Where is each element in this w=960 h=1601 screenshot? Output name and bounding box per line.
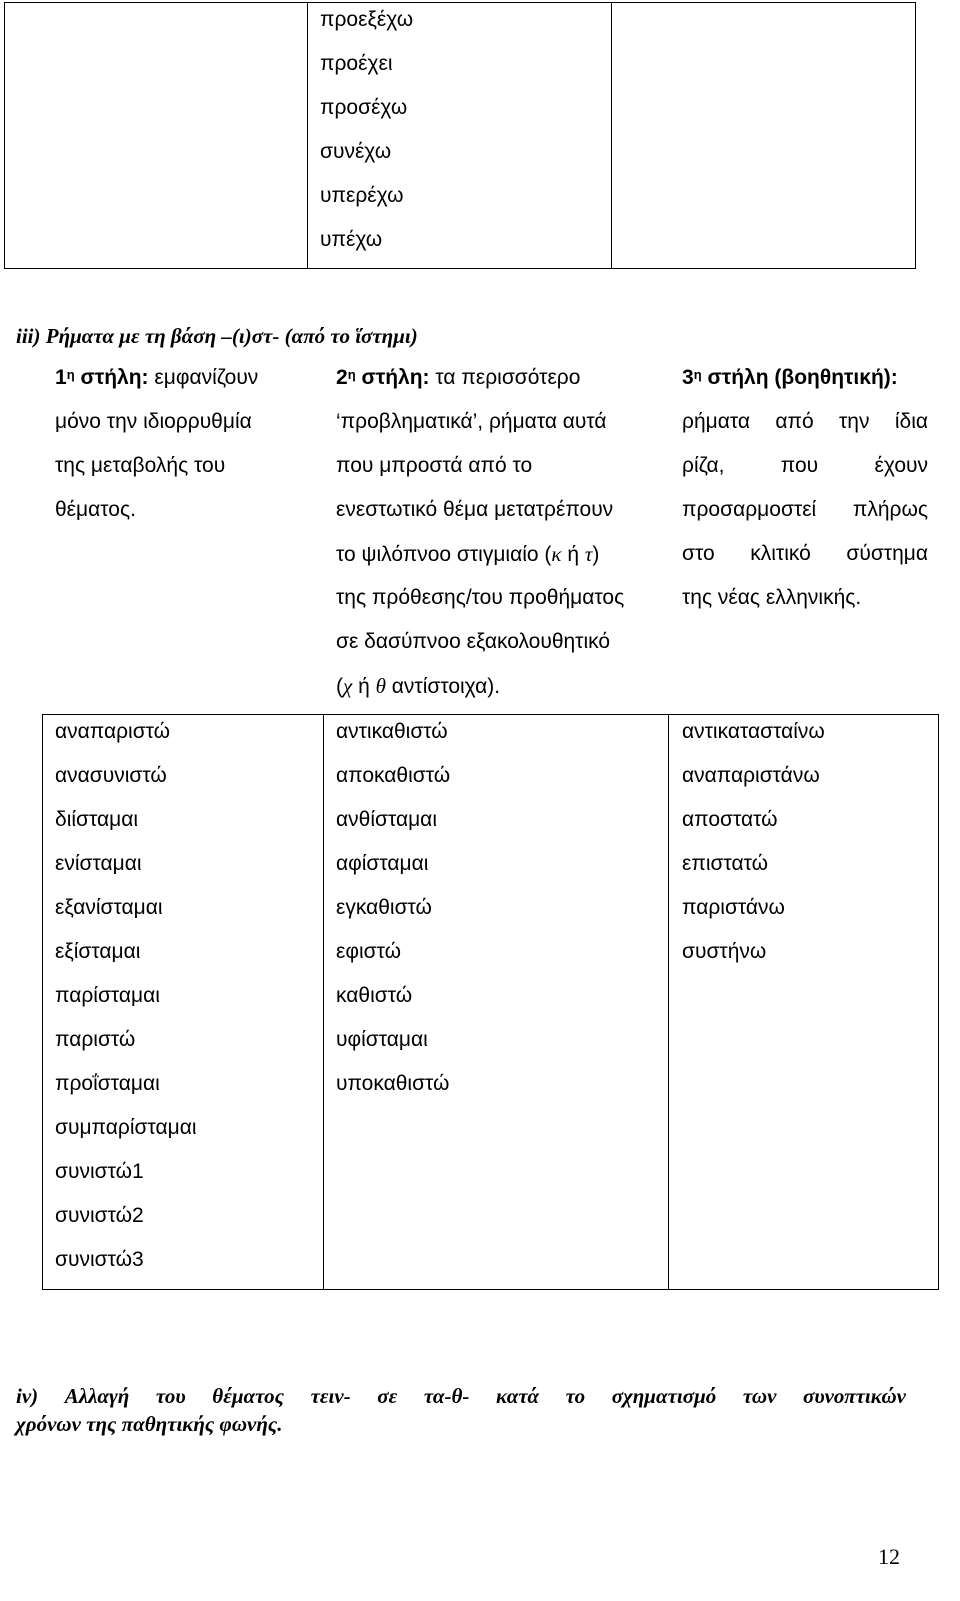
top-word: προσέχω (320, 96, 408, 119)
table-border-right (938, 714, 939, 1290)
col2-header-line: που μπροστά από το (336, 454, 533, 477)
top-table-divider-2 (611, 2, 612, 269)
section-iv-line-1: iv) Αλλαγή του θέματος τειν- σε τα-θ- κατά το σχηματισμό των συνοπτικών (16, 1384, 906, 1408)
col3-header-line: ρίζα, που έχουν (682, 454, 928, 477)
col1-word: συνιστώ1 (55, 1160, 144, 1183)
col3-word: αποστατώ (682, 808, 778, 831)
col1-word: αναπαριστώ (55, 720, 171, 743)
col1-header-line: της μεταβολής του (55, 454, 226, 477)
col1-word: εξανίσταμαι (55, 896, 163, 919)
col1-word: παρίσταμαι (55, 984, 160, 1007)
col2-word: υποκαθιστώ (336, 1072, 450, 1095)
page-number: 12 (878, 1544, 900, 1569)
col2-header-line: (χ ή θ αντίστοιχα). (336, 674, 501, 698)
col1-word: ενίσταμαι (55, 852, 142, 875)
col1-word: συμπαρίσταμαι (55, 1116, 197, 1139)
col3-word: παριστάνω (682, 896, 785, 919)
col2-header-line: $2^\eta$ στήλη: τα περισσότερο (336, 366, 581, 389)
top-word: προέχει (320, 52, 393, 75)
col2-header-line: της πρόθεσης/του προθήματος (336, 586, 625, 609)
col3-word: αναπαριστάνω (682, 764, 820, 787)
col3-header-line: προσαρμοστεί πλήρως (682, 498, 928, 521)
col2-word: ανθίσταμαι (336, 808, 437, 831)
col1-word: διίσταμαι (55, 808, 139, 831)
col2-word: καθιστώ (336, 984, 413, 1007)
table-col-divider-2 (668, 714, 669, 1290)
col1-word: συνιστώ2 (55, 1204, 144, 1227)
top-word: υπέχω (320, 228, 383, 251)
col2-word: αποκαθιστώ (336, 764, 451, 787)
col1-word: ανασυνιστώ (55, 764, 167, 787)
top-table-border-bottom (4, 268, 916, 269)
col1-header-line: $1^\eta$ στήλη: εμφανίζουν (55, 366, 259, 389)
top-table-border-top (4, 2, 916, 3)
col3-word: επιστατώ (682, 852, 769, 875)
table-border-bottom (42, 1289, 939, 1290)
col3-word: συστήνω (682, 940, 767, 963)
top-word: υπερέχω (320, 184, 404, 207)
col2-word: υφίσταμαι (336, 1028, 428, 1051)
col3-header-line: ρήματα από την ίδια (682, 410, 928, 433)
top-word: προεξέχω (320, 8, 414, 31)
col1-word: συνιστώ3 (55, 1248, 144, 1271)
col2-header-line: ‘προβληματικά’, ρήματα αυτά (336, 410, 607, 433)
col1-header-line: μόνο την ιδιορρυθμία (55, 410, 252, 433)
section-iv-line-2: χρόνων της παθητικής φωνής. (16, 1412, 283, 1436)
col3-header-line: στο κλιτικό σύστημα (682, 542, 928, 565)
col3-header-line: της νέας ελληνικής. (682, 586, 862, 609)
col3-header-line: $3^\eta$ στήλη (βοηθητική): (682, 366, 898, 389)
col2-word: αφίσταμαι (336, 852, 429, 875)
col1-word: εξίσταμαι (55, 940, 141, 963)
top-table-border-left (4, 2, 5, 269)
table-col-divider-1 (323, 714, 324, 1290)
col2-header-line: το ψιλόπνοο στιγμιαίο (κ ή τ) (336, 542, 600, 566)
col2-word: εγκαθιστώ (336, 896, 432, 919)
col1-word: παριστώ (55, 1028, 136, 1051)
section-iii-heading: iii) Ρήματα με τη βάση –(ι)στ- (από το ἵστημι) (16, 324, 418, 348)
top-table-border-right (915, 2, 916, 269)
top-table-divider-1 (307, 2, 308, 269)
top-word: συνέχω (320, 140, 392, 163)
table-row-divider (42, 714, 939, 715)
col2-header-line: ενεστωτικό θέμα μετατρέπουν (336, 498, 614, 521)
col2-word: αντικαθιστώ (336, 720, 448, 743)
col1-word: προΐσταμαι (55, 1072, 160, 1095)
col2-header-line: σε δασύπνοο εξακολουθητικό (336, 630, 611, 653)
table-border-left (42, 714, 43, 1290)
col2-word: εφιστώ (336, 940, 401, 963)
col1-header-line: θέματος. (55, 498, 136, 521)
col3-word: αντικατασταίνω (682, 720, 825, 743)
